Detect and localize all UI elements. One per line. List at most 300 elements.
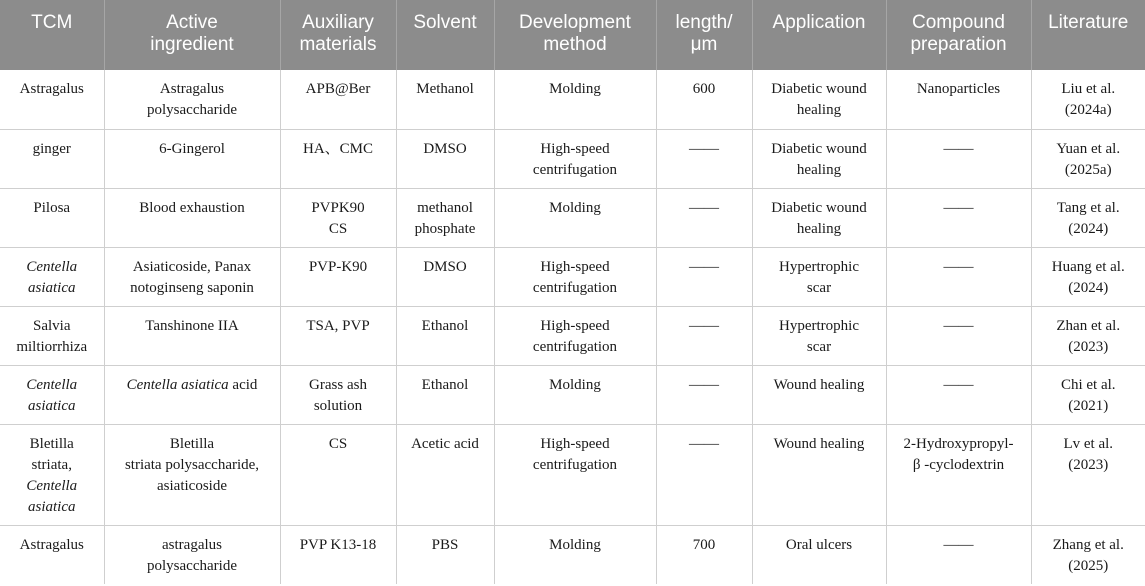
text: —— [943, 259, 974, 275]
header-text: μm [690, 34, 718, 55]
cell-ingredient [104, 526, 280, 585]
text: (2025) [1068, 558, 1109, 574]
column-header-method [494, 0, 656, 70]
text: centrifugation [532, 280, 618, 296]
cell-auxiliary [280, 526, 396, 585]
table-row [0, 526, 1145, 585]
cell-text [287, 434, 390, 455]
cell-ingredient [104, 189, 280, 248]
cell-text [501, 278, 650, 299]
cell-text [1038, 160, 1140, 181]
cell-text [287, 198, 390, 219]
column-header-auxiliary [280, 0, 396, 70]
column-header-solvent [396, 0, 494, 70]
text: centrifugation [532, 457, 618, 473]
table-row [0, 425, 1145, 526]
cell-text [403, 375, 488, 396]
cell-auxiliary [280, 130, 396, 189]
cell-application [752, 366, 886, 425]
text: (2025a) [1064, 162, 1112, 178]
text: Ethanol [421, 318, 469, 334]
cell-length [656, 130, 752, 189]
table-body [0, 70, 1145, 584]
text: centrifugation [532, 162, 618, 178]
italic-text: asiatica [28, 280, 76, 296]
cell-text [1038, 79, 1140, 100]
cell-method [494, 130, 656, 189]
header-text: method [543, 34, 607, 55]
cell-text [501, 337, 650, 358]
cell-text [501, 434, 650, 455]
text: (2024) [1068, 280, 1109, 296]
cell-tcm [0, 130, 104, 189]
cell-text [6, 198, 98, 219]
cell-solvent [396, 248, 494, 307]
cell-compound [886, 307, 1031, 366]
cell-auxiliary [280, 248, 396, 307]
cell-tcm [0, 366, 104, 425]
text: —— [943, 318, 974, 334]
cell-solvent [396, 425, 494, 526]
text: healing [796, 162, 842, 178]
cell-text [287, 79, 390, 100]
cell-text [663, 79, 746, 100]
text: High-speed [540, 318, 610, 334]
table-row [0, 307, 1145, 366]
text: striata, [31, 457, 72, 473]
cell-text [111, 100, 274, 121]
cell-text [403, 219, 488, 240]
cell-length [656, 425, 752, 526]
cell-tcm [0, 248, 104, 307]
cell-text [759, 100, 880, 121]
italic-text: Centella [26, 377, 78, 393]
column-header-compound [886, 0, 1031, 70]
cell-compound [886, 425, 1031, 526]
cell-method [494, 189, 656, 248]
cell-text [111, 434, 274, 455]
text: Ethanol [421, 377, 469, 393]
text: scar [806, 280, 832, 296]
text: Molding [549, 200, 601, 216]
text: —— [689, 259, 719, 275]
cell-text [6, 455, 98, 476]
cell-ingredient [104, 70, 280, 130]
text: Hypertrophic [779, 259, 859, 275]
text: Bletilla [29, 436, 74, 452]
text: healing [796, 102, 842, 118]
cell-text [1038, 396, 1140, 417]
cell-length [656, 248, 752, 307]
cell-method [494, 526, 656, 585]
cell-tcm [0, 425, 104, 526]
text: Astragalus [159, 81, 225, 97]
cell-auxiliary [280, 307, 396, 366]
cell-text [1038, 257, 1140, 278]
cell-text [287, 396, 390, 417]
text: solution [313, 398, 363, 414]
text: DMSO [423, 141, 467, 157]
cell-text [6, 257, 98, 278]
text: Astragalus [19, 537, 84, 553]
table-row [0, 366, 1145, 425]
cell-text [403, 316, 488, 337]
cell-text [111, 476, 274, 497]
cell-tcm [0, 189, 104, 248]
column-header-length [656, 0, 752, 70]
text: Nanoparticles [916, 81, 1001, 97]
text: scar [806, 339, 832, 355]
cell-text [663, 198, 746, 219]
header-text: ingredient [150, 34, 234, 55]
cell-text [1038, 278, 1140, 299]
cell-text [6, 434, 98, 455]
cell-solvent [396, 366, 494, 425]
cell-text [403, 535, 488, 556]
header-text: Development [519, 12, 631, 33]
table-row [0, 130, 1145, 189]
cell-solvent [396, 130, 494, 189]
header-text: TCM [31, 12, 73, 33]
text: —— [689, 318, 719, 334]
cell-ingredient [104, 366, 280, 425]
header-text: Literature [1048, 12, 1129, 33]
cell-text [663, 535, 746, 556]
column-header-ingredient [104, 0, 280, 70]
text-suffix: acid [228, 377, 258, 393]
cell-length [656, 307, 752, 366]
cell-length [656, 70, 752, 130]
cell-text [759, 139, 880, 160]
cell-method [494, 366, 656, 425]
text: —— [943, 200, 974, 216]
cell-auxiliary [280, 366, 396, 425]
cell-text [759, 278, 880, 299]
cell-text [759, 79, 880, 100]
column-header-tcm [0, 0, 104, 70]
cell-text [893, 375, 1025, 396]
cell-literature [1031, 248, 1145, 307]
text: —— [689, 200, 719, 216]
cell-text [663, 316, 746, 337]
column-header-literature [1031, 0, 1145, 70]
italic-text: asiatica [28, 499, 76, 515]
cell-application [752, 248, 886, 307]
cell-text [287, 257, 390, 278]
cell-text [403, 198, 488, 219]
text: 700 [692, 537, 716, 553]
cell-text [403, 79, 488, 100]
header-text: Active [166, 12, 218, 33]
cell-text [501, 375, 650, 396]
text: —— [943, 377, 974, 393]
cell-text [6, 316, 98, 337]
text: Molding [549, 377, 601, 393]
text: Diabetic wound [771, 81, 867, 97]
text: notoginseng saponin [130, 280, 254, 296]
cell-text [501, 160, 650, 181]
cell-text [111, 316, 274, 337]
cell-text [1038, 139, 1140, 160]
header-text: Compound [912, 12, 1005, 33]
text: Grass ash [309, 377, 367, 393]
cell-text [403, 257, 488, 278]
cell-compound [886, 70, 1031, 130]
cell-text [111, 139, 274, 160]
cell-application [752, 189, 886, 248]
cell-literature [1031, 189, 1145, 248]
text: Diabetic wound [771, 200, 867, 216]
cell-method [494, 70, 656, 130]
text: Pilosa [33, 200, 71, 216]
cell-text [111, 79, 274, 100]
cell-text [663, 257, 746, 278]
text: HA、CMC [302, 141, 373, 157]
cell-application [752, 307, 886, 366]
cell-text [501, 455, 650, 476]
text: (2021) [1068, 398, 1109, 414]
cell-text [287, 219, 390, 240]
text: PVP-K90 [308, 259, 368, 275]
text: —— [689, 436, 719, 452]
text: DMSO [423, 259, 467, 275]
cell-application [752, 526, 886, 585]
text: striata polysaccharide, [124, 457, 260, 473]
text: 2-Hydroxypropyl- [903, 436, 1014, 452]
header-text: length/ [675, 12, 733, 33]
header-text: materials [299, 34, 377, 55]
text: astragalus [162, 537, 222, 553]
cell-compound [886, 526, 1031, 585]
text: Tang et al. [1056, 200, 1120, 216]
cell-text [663, 375, 746, 396]
cell-text [893, 434, 1025, 455]
cell-text [1038, 337, 1140, 358]
cell-compound [886, 130, 1031, 189]
cell-text [1038, 434, 1140, 455]
cell-ingredient [104, 425, 280, 526]
cell-method [494, 425, 656, 526]
cell-text [759, 257, 880, 278]
cell-literature [1031, 70, 1145, 130]
text: polysaccharide [147, 558, 237, 574]
text: High-speed [540, 436, 610, 452]
cell-application [752, 130, 886, 189]
text: APB@Ber [305, 81, 371, 97]
column-header-application [752, 0, 886, 70]
cell-literature [1031, 307, 1145, 366]
cell-auxiliary [280, 425, 396, 526]
text: PVPK90 [311, 200, 365, 216]
text: Methanol [416, 81, 474, 97]
text: 6-Gingerol [159, 141, 225, 157]
cell-solvent [396, 70, 494, 130]
table-header [0, 0, 1145, 70]
text: Zhang et al. [1052, 537, 1124, 553]
cell-text [111, 535, 274, 556]
text: (2024a) [1064, 102, 1112, 118]
cell-text [759, 535, 880, 556]
text: miltiorrhiza [16, 339, 88, 355]
cell-length [656, 526, 752, 585]
text: Hypertrophic [779, 318, 859, 334]
text: CS [328, 436, 348, 452]
cell-text [1038, 198, 1140, 219]
cell-solvent [396, 189, 494, 248]
cell-text [501, 139, 650, 160]
cell-text [501, 535, 650, 556]
cell-text [893, 198, 1025, 219]
text: healing [796, 221, 842, 237]
cell-auxiliary [280, 189, 396, 248]
text: Liu et al. [1061, 81, 1116, 97]
italic-text: Centella asiatica [126, 377, 229, 393]
cell-text [6, 375, 98, 396]
cell-text [759, 375, 880, 396]
cell-text [6, 79, 98, 100]
text: PBS [431, 537, 459, 553]
cell-length [656, 366, 752, 425]
table-row [0, 248, 1145, 307]
cell-text [893, 316, 1025, 337]
cell-text [759, 337, 880, 358]
cell-method [494, 248, 656, 307]
text: Molding [549, 81, 601, 97]
text: ginger [32, 141, 71, 157]
cell-ingredient [104, 130, 280, 189]
cell-text [111, 278, 274, 299]
text: polysaccharide [147, 102, 237, 118]
cell-text [663, 139, 746, 160]
cell-text [403, 139, 488, 160]
cell-literature [1031, 130, 1145, 189]
table-row [0, 70, 1145, 130]
cell-ingredient [104, 248, 280, 307]
cell-text [111, 198, 274, 219]
cell-text [403, 434, 488, 455]
cell-length [656, 189, 752, 248]
cell-auxiliary [280, 70, 396, 130]
text: β -cyclodextrin [912, 457, 1005, 473]
cell-application [752, 425, 886, 526]
text: —— [689, 141, 719, 157]
cell-tcm [0, 70, 104, 130]
cell-text [287, 535, 390, 556]
italic-text: Centella [26, 259, 78, 275]
table-row [0, 189, 1145, 248]
cell-text [6, 278, 98, 299]
cell-text [1038, 535, 1140, 556]
cell-text [6, 535, 98, 556]
cell-text [1038, 316, 1140, 337]
text: CS [328, 221, 348, 237]
text: Astragalus [19, 81, 84, 97]
cell-tcm [0, 307, 104, 366]
text: PVP K13-18 [299, 537, 377, 553]
cell-literature [1031, 526, 1145, 585]
text: Diabetic wound [771, 141, 867, 157]
cell-text [1038, 219, 1140, 240]
cell-compound [886, 366, 1031, 425]
text: Huang et al. [1051, 259, 1125, 275]
cell-text [6, 337, 98, 358]
cell-text [1038, 455, 1140, 476]
cell-literature [1031, 366, 1145, 425]
cell-application [752, 70, 886, 130]
header-text: preparation [910, 34, 1007, 55]
header-text: Application [772, 12, 866, 33]
text: asiaticoside [157, 478, 227, 494]
text: Yuan et al. [1056, 141, 1121, 157]
cell-text [287, 375, 390, 396]
text: (2024) [1068, 221, 1109, 237]
text: TSA, PVP [306, 318, 370, 334]
cell-text [287, 139, 390, 160]
cell-text [1038, 556, 1140, 577]
cell-tcm [0, 526, 104, 585]
cell-text [759, 198, 880, 219]
cell-text [759, 434, 880, 455]
text: phosphate [414, 221, 476, 237]
cell-text [501, 79, 650, 100]
cell-literature [1031, 425, 1145, 526]
text: Blood exhaustion [139, 200, 245, 216]
text: (2023) [1068, 457, 1109, 473]
cell-text [501, 198, 650, 219]
text: methanol [417, 200, 473, 216]
cell-text [759, 160, 880, 181]
text: —— [943, 141, 974, 157]
cell-text [663, 434, 746, 455]
text: 600 [692, 81, 716, 97]
cell-text [6, 476, 98, 497]
text: Salvia [33, 318, 71, 334]
cell-solvent [396, 526, 494, 585]
cell-ingredient [104, 307, 280, 366]
italic-text: asiatica [28, 398, 76, 414]
text: Asiaticoside, Panax [132, 259, 252, 275]
text: Zhan et al. [1056, 318, 1121, 334]
cell-text [6, 396, 98, 417]
cell-text [501, 316, 650, 337]
cell-compound [886, 248, 1031, 307]
cell-text [111, 556, 274, 577]
text: —— [943, 537, 974, 553]
cell-text [111, 375, 274, 396]
cell-text [287, 316, 390, 337]
cell-method [494, 307, 656, 366]
cell-text [1038, 100, 1140, 121]
cell-solvent [396, 307, 494, 366]
text: centrifugation [532, 339, 618, 355]
cell-compound [886, 189, 1031, 248]
cell-text [111, 455, 274, 476]
cell-text [893, 535, 1025, 556]
cell-text [893, 455, 1025, 476]
cell-text [893, 139, 1025, 160]
cell-text [6, 497, 98, 518]
text: Tanshinone IIA [145, 318, 239, 334]
text: Lv et al. [1063, 436, 1114, 452]
cell-text [893, 257, 1025, 278]
text: Wound healing [773, 436, 865, 452]
cell-text [6, 139, 98, 160]
cell-text [893, 79, 1025, 100]
cell-text [111, 257, 274, 278]
text: —— [689, 377, 719, 393]
cell-text [1038, 375, 1140, 396]
cell-text [501, 257, 650, 278]
